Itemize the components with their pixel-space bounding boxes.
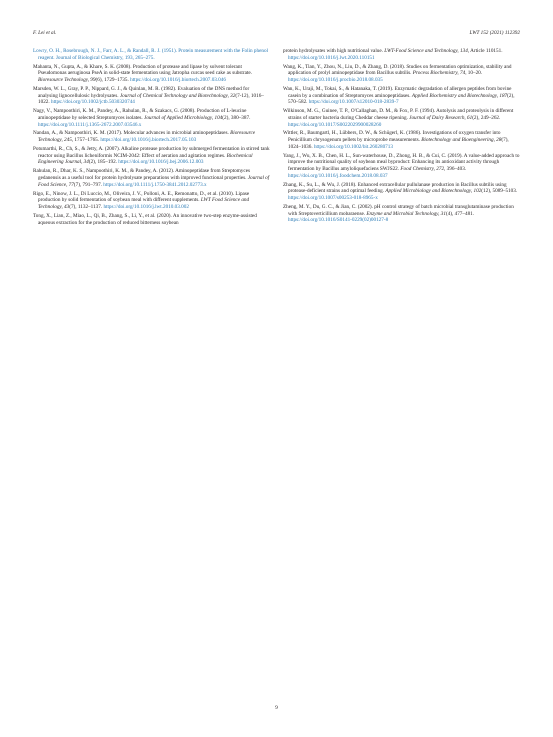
reference-text: (12), 5089–5103.	[481, 188, 518, 195]
reference-link[interactable]: https://doi.org/10.1007/s12010-018-2839-7	[308, 99, 399, 106]
reference-text: (2), 249–262.	[472, 114, 501, 121]
reference-link[interactable]: https://doi.org/10.1016/j.bej.2006.12.003	[118, 159, 204, 166]
reference-text: (6), 1729–1735.	[95, 77, 131, 83]
reference-text: (7), 1132–1137.	[69, 204, 104, 211]
reference-text: (4), 477–481.	[445, 210, 475, 217]
reference-entry	[283, 48, 520, 61]
reference-journal: Journal of Food Science, 77	[38, 175, 270, 188]
reference-text: Rigo, E., Ninow, J. L., Di Luccio, M., Oliveira, J. V., Polloni, A. E., Remonatto, D., et al. (2010). Lipase production by solid fermentation of soybean meal with different supplements.	[33, 190, 250, 204]
reference-entry	[283, 108, 520, 128]
reference-journal: Enzyme and Microbial Technology, 31	[366, 210, 446, 217]
reference-journal: Journal of Dairy Research, 61	[409, 114, 473, 121]
reference-text: Wilkinson, M. G., Guinee, T. P., O'Callaghan, D. M., & Fox, P. F. (1994). Autolysis and proteolysis in different strains of starter bacteria during Cheddar cheese ripening.	[283, 108, 514, 121]
reference-journal: Journal of Applied Microbiology, 104	[144, 114, 223, 121]
reference-text: , Article 110151.	[467, 48, 503, 54]
reference-text: Yang, J., Wu, X. B., Chen, H. L., Sun-waterhouse, D., Zhong, H. B., & Cui, C. (2019). A value-added approach to improve the nutritional quality of soybean meal byproduct: Enhancing its antioxidant activity through fermentation by Bacillus amyloliquefaciens SWJS22.	[283, 152, 520, 173]
reference-link[interactable]: https://doi.org/10.1016/j.procbio.2018.08.035	[288, 77, 383, 83]
reference-journal: Applied Biochemistry and Biotechnology, 187	[411, 92, 508, 99]
reference-text: Wang, K., Tian, Y., Zhou, N., Liu, D., & Zhang, D. (2018). Studies on fermentation optimization, stability and application of prolyl aminopeptidase from Bacillus subtilis.	[283, 63, 512, 77]
reference-text: Wan, K., Uraji, M., Tokai, S., & Hatanaka, T. (2019). Enzymatic degradation of allergen peptides from bovine casein by a combination of Streptomyces aminopeptidases.	[283, 85, 512, 99]
reference-entry	[33, 191, 270, 211]
reference-journal: Biotechnology and Bioengineering, 28	[421, 137, 502, 144]
reference-journal: LWT-Food Science and Technology, 134	[384, 48, 468, 54]
reference-text: Wittler, R., Baumgartl, H., Lübbers, D. W., & Schügerl, K. (1986). Investigations of oxygen transfer into Penicillium chrysogenum pellets by microprobe measurements.	[283, 130, 501, 144]
reference-text: Potumarthi, R., Ch, S., & Jetty, A. (2007). Alkaline protease production by submerged fermentation in stirred tank reactor using Bacillus licheniformis NCIM-2042: Effect of aeration and agitation regimes.	[33, 146, 270, 159]
reference-text: , 10–20.	[465, 70, 483, 77]
page-header	[33, 30, 520, 40]
reference-text: (7-12), 1016–1022.	[38, 92, 264, 106]
reference-link[interactable]: Lowry, O. H., Rosebrough, N. J., Farr, A. L., & Randall, R. J. (1951). Protein measurement with the Folin phenol reagent. Journal of Biological Chemistry, 193, 265–275.	[33, 48, 269, 61]
reference-link[interactable]: https://doi.org/10.1111/j.1365-2672.2007.03546.x	[38, 121, 142, 128]
reference-journal: Bioresource Technology, 99	[38, 77, 96, 83]
reference-entry	[33, 213, 270, 226]
reference-entry	[33, 168, 270, 188]
reference-text: Zhang, K., Su, L., & Wu, J. (2018). Enhanced extracellular pullulanase production in Bacillus subtilis using protease-deficient strains and optimal feeding.	[283, 181, 507, 195]
references-column-left	[33, 48, 270, 229]
reference-link[interactable]: https://doi.org/10.1016/j.lwt.2010.03.002	[103, 204, 189, 211]
reference-text: (2), 185–192.	[88, 159, 119, 166]
reference-link[interactable]: https://doi.org/10.1016/j.lwt.2020.110151	[288, 54, 375, 61]
reference-entry	[33, 64, 270, 84]
page-number: 9	[275, 705, 278, 711]
reference-text: Nagy, V., Nampoothiri, K. M., Pandey, A., Rahulan, R., & Szakacs, G. (2008). Production of L-leucine aminopeptidase by selected Streptomyces isolates.	[33, 108, 247, 121]
reference-entry	[33, 146, 270, 166]
reference-text: (7), 791–797.	[73, 181, 104, 188]
reference-journal: Food Chemistry, 272	[400, 166, 445, 173]
reference-text: Marsden, W. L., Gray, P. P., Nippard, G. J., & Quinlan, M. R. (1982). Evaluation of the DNS method for analysing lignocellulosic hydrolysates.	[33, 85, 250, 99]
reference-entry	[33, 130, 270, 143]
reference-text: protein hydrolysates with high nutritional value.	[283, 48, 385, 54]
reference-text: Tong, X., Lian, Z., Miao, L., Qi, B., Zhang, S., Li, Y., et al. (2020). An innovative two-step enzyme-assisted aqueous extraction for the production of reduced bitterness soybean	[33, 212, 257, 226]
reference-entry	[283, 86, 520, 106]
reference-entry	[283, 153, 520, 180]
reference-text: Mahanta, N., Gupta, A., & Khare, S. K. (2008). Production of protease and lipase by solvent tolerant Pseudomonas aeruginosa PseA in solid-state fermentation using Jatropha curcas seed cake as substrate.	[33, 63, 252, 77]
reference-link[interactable]: https://doi.org/10.1007/s00253-018-8965-x	[288, 195, 378, 202]
reference-text: Nandan, A., & Nampoothiri, K. M. (2017). Molecular advances in microbial aminopeptidases.	[33, 130, 231, 137]
reference-journal: Biochemical Engineering Journal, 34	[38, 152, 253, 166]
reference-entry	[283, 130, 520, 150]
running-head-authors: F. Lei et al.	[33, 30, 57, 36]
reference-text: (2), 380–387.	[222, 114, 251, 121]
reference-entry	[283, 204, 520, 224]
reference-link[interactable]: https://doi.org/10.1016/j.biortech.2017.05.103	[100, 137, 197, 144]
reference-text: Rahulan, R., Dhar, K. S., Nampoothiri, K. M., & Pandey, A. (2012). Aminopeptidase from Streptomyces gedanensis as a useful tool for protein hydrolysate preparations with improved functional properties.	[33, 168, 251, 182]
reference-entry	[283, 64, 520, 84]
reference-text: (7), 1024–1036.	[288, 137, 509, 150]
reference-entry	[33, 86, 270, 106]
reference-link[interactable]: https://doi.org/10.1016/j.foodchem.2018.08.037	[288, 172, 388, 179]
reference-journal: Process Biochemistry, 74	[412, 70, 466, 77]
running-head-journal: LWT 152 (2021) 112392	[469, 30, 520, 36]
reference-link[interactable]: https://doi.org/10.1002/jctb.5030320744	[50, 99, 135, 106]
reference-journal: Journal of Chemical Technology and Biotechnology, 32	[119, 92, 236, 99]
reference-link[interactable]: https://doi.org/10.1016/j.biortech.2007.03.046	[130, 77, 226, 83]
reference-journal: Applied Microbiology and Biotechnology, 102	[385, 188, 482, 195]
reference-entry	[33, 48, 270, 61]
reference-entry	[33, 108, 270, 128]
reference-entry	[283, 182, 520, 202]
reference-link[interactable]: https://doi.org/10.1016/S0141-0229(02)00127-8	[288, 217, 389, 224]
reference-link[interactable]: https://doi.org/10.1017/S0022029900028260	[288, 121, 382, 128]
reference-journal: LWT Food Science and Technology, 43	[38, 197, 250, 211]
references-column-right	[283, 48, 520, 226]
reference-text: Zheng, M. Y., Du, G. C., & Jian, C. (2002). pH control strategy of batch microbial transglutaminase production with Streptoverticillium mobaraense.	[283, 204, 514, 217]
reference-text: (2), 570–582.	[288, 92, 515, 106]
reference-text: , 1757–1765.	[71, 137, 101, 144]
reference-text: , 396–403.	[444, 166, 467, 173]
reference-journal: Bioresource Technology, 245	[38, 130, 256, 144]
reference-link[interactable]: https://doi.org/10.1111/j.1750-3841.2012.02773.x	[103, 181, 207, 188]
reference-link[interactable]: https://doi.org/10.1002/bit.260280713	[313, 143, 393, 150]
